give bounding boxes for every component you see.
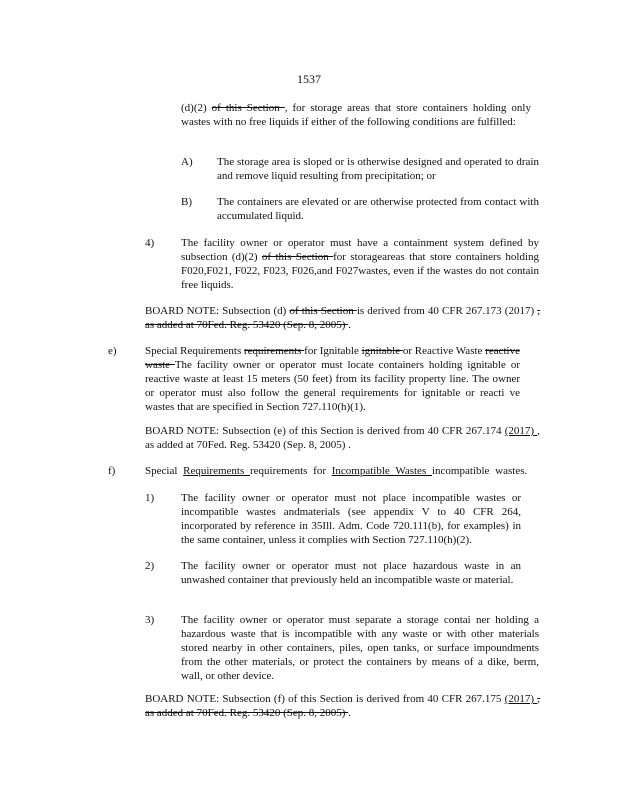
e-text-4: The facility owner or operator must locate containers holding ignitable or reactive waste at least 15 meters (50 feet) from its facility property line. The owner or operator must also follow the general requirements for ignitable or reacti ve wastes that are specified in Section 727.110(h)(1).: [145, 359, 520, 413]
section-f-heading: [145, 464, 540, 478]
f-item-2-text: The facility owner or operator must not place hazardous waste in an unwashed container that previously held an incompatible waste or material.: [181, 560, 521, 586]
f-text-1: Special: [145, 465, 184, 477]
note-f-deleted: , as added at 70Fed. Reg. 53420 (Sep. 8, 2005): [145, 693, 540, 719]
e-deleted-1: requirements: [243, 345, 305, 357]
board-note-e: [145, 424, 540, 452]
d2-text-end: , for storage areas that store containers holding only wastes with no free liquids if either of the following conditions are fulfilled:: [181, 102, 531, 128]
note-f-text-start: BOARD NOTE: Subsection (f) of this Section is derived from 40 CFR 267.175: [145, 693, 505, 705]
e-deleted-3: reactive waste: [145, 345, 520, 371]
section-f-label: f): [108, 465, 116, 477]
note-d-text-end: .: [348, 319, 351, 331]
board-note-f: [145, 692, 540, 720]
section-e-label: e): [108, 345, 117, 357]
section-e-paragraph: [145, 344, 520, 414]
f-item-2-label: 2): [145, 560, 155, 572]
d2-deleted-text: of this Section: [211, 102, 285, 114]
note-f-inserted: (2017): [504, 693, 538, 705]
note-d-deleted-1: of this Section: [289, 305, 357, 317]
d2-text-start: (d)(2): [181, 102, 212, 114]
note-f-text-end: .: [348, 707, 351, 719]
e-text-1: Special Requirements: [145, 345, 244, 357]
f-text-3: incompatible wastes.: [431, 465, 528, 477]
note-d-text-start: BOARD NOTE: Subsection (d): [145, 305, 290, 317]
note-e-text-start: BOARD NOTE: Subsection (e) of this Section is derived from 40 CFR 267.174: [145, 425, 505, 437]
f-item-1-text: The facility owner or operator must not place incompatible wastes or incompatible wastes andmaterials (see appendix V to 40 CFR 264, incorporated by reference in 35Ill. Adm. Code 720.111(b), for examples) in the same container, unless it complies with Section 727.110(h)(2).: [181, 492, 521, 546]
e-text-3: or Reactive Waste: [402, 345, 486, 357]
note-d-deleted-2: , as added at 70Fed. Reg. 53420 (Sep. 8, 2005): [145, 305, 540, 331]
f-item-3-label: 3): [145, 614, 155, 626]
f-text-2: requirements for: [250, 465, 332, 477]
item-4-paragraph: [181, 236, 539, 292]
f-item-1-label: 1): [145, 492, 155, 504]
condition-b-label: B): [181, 196, 192, 208]
condition-a-label: A): [181, 156, 193, 168]
e-text-2: for Ignitable: [304, 345, 362, 357]
f-inserted-2: Incompatible Wastes: [331, 465, 432, 477]
page-number: 1537: [297, 72, 321, 86]
item-4-deleted-text: of this Section: [261, 251, 334, 263]
f-inserted-1: Requirements: [183, 465, 250, 477]
f-item-3-text: The facility owner or operator must separate a storage contai ner holding a hazardous waste that is incompatible with any waste or with other materials stored nearby in other containers, piles, open tanks, or surface impoundments from the other materials, or protect the containers by means of a dike, berm, wall, or other device.: [181, 614, 539, 682]
item-4-text-start: The facility owner or operator must have a containment system defined by subsection (d)(2): [181, 237, 539, 263]
e-deleted-2: ignitable: [361, 345, 403, 357]
note-e-text-end: , as added at 70Fed. Reg. 53420 (Sep. 8, 2005) .: [145, 425, 541, 451]
condition-b-text: The containers are elevated or are otherwise protected from contact with accumulated liquid.: [217, 196, 539, 222]
item-4-text-end: for storageareas that store containers holding F020,F021, F022, F023, F026,and F027wastes, even if the wastes do not contain free liquids.: [181, 251, 539, 291]
d2-intro-paragraph: [181, 101, 531, 129]
item-4-label: 4): [145, 237, 155, 249]
note-d-text-mid: is derived from 40 CFR 267.173 (2017): [356, 305, 538, 317]
condition-a-text: The storage area is sloped or is otherwise designed and operated to drain and remove liquid resulting from precipitation; or: [217, 156, 539, 182]
note-e-inserted: (2017): [504, 425, 538, 437]
board-note-d: [145, 304, 540, 332]
